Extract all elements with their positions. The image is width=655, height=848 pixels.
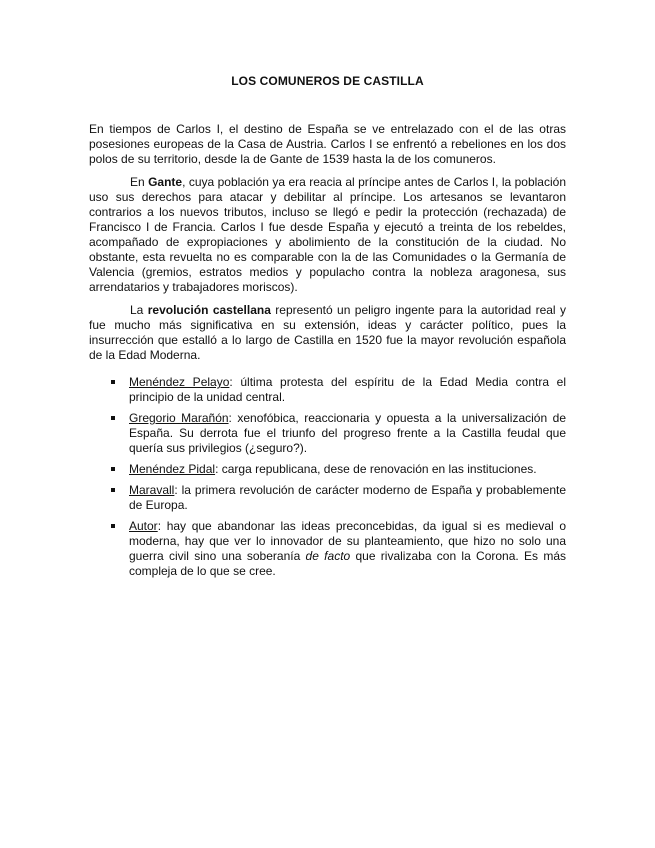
bullet-icon [111,488,115,492]
bullet-icon [111,416,115,420]
bullet-icon [111,467,115,471]
paragraph-revolucion-body: representó un peligro ingente para la autoridad real y fue mucho más significativa en su extensión, ideas y carácter político, pues la insurrección que estalló a lo largo de Castilla en 1520 fue la mayor revolución española de la Edad Moderna. [89,303,566,362]
list-item [89,411,566,456]
document-title: LOS COMUNEROS DE CASTILLA [231,74,424,88]
author-view: : hay que abandonar las ideas preconcebidas, da igual si es medieval o moderna, hay que ver lo innovador de su planteamiento, que hizo no solo una guerra civil sino una soberanía [129,519,566,563]
author-view: : última protesta del espíritu de la Edad Media contra el principio de la unidad central. [129,375,566,404]
author-name: Menéndez Pidal [129,462,216,476]
author-name: Maravall [129,483,175,497]
paragraph-revolucion [89,303,566,363]
list-item [89,483,566,513]
list-item [89,375,566,405]
paragraph-revolucion-lead: La [130,303,148,317]
paragraph-intro: En tiempos de Carlos I, el destino de España se ve entrelazado con el de las otras posesiones europeas de la Casa de Austria. Carlos I se enfrentó a rebeliones en los dos polos de su territorio, desde la de Gante de 1539 hasta la de los comuneros. [89,122,566,166]
author-name: Menéndez Pelayo [129,375,230,389]
author-name: Gregorio Marañón [129,411,229,425]
revolucion-castellana-term: revolución castellana [147,303,271,317]
paragraph-gante [89,175,566,295]
paragraph-gante-body: , cuya población ya era reacia al príncipe antes de Carlos I, la población uso sus derechos para atacar y debilitar al príncipe. Los artesanos se levantaron contrarios a los nuevos tributos, incluso se llegó e pedir la protección (rechazada) de Francisco I de Francia. Carlos I fue desde España y ejecutó a treinta de los rebeldes, acompañado de expropiaciones y abolimiento de la constitución de la ciudad. No obstante, esta revuelta no es comparable con la de las Comunidades o la Germanía de Valencia (gremios, estratos medios y populacho contra la nobleza aragonesa, sus arrendatarios y trabajadores moriscos). [89,175,566,294]
author-view: : carga republicana, dese de renovación en las instituciones. [215,462,537,476]
author-view: : xenofóbica, reaccionaria y opuesta a la universalización de España. Su derrota fue el triunfo del progreso frente a la Castilla feudal que quería sus privilegios (¿seguro?). [129,411,566,455]
bullet-icon [111,380,115,384]
list-item [89,519,566,579]
list-item [89,462,566,477]
author-name: Autor [129,519,158,533]
de-facto-term: de facto [305,549,351,563]
historians-list [89,375,566,579]
bullet-icon [111,524,115,528]
author-view: : la primera revolución de carácter moderno de España y probablemente de Europa. [129,483,566,512]
gante-term: Gante [148,175,183,189]
author-view-end: que rivalizaba con la Corona. Es más compleja de lo que se cree. [129,549,566,578]
paragraph-gante-lead: En [130,175,149,189]
